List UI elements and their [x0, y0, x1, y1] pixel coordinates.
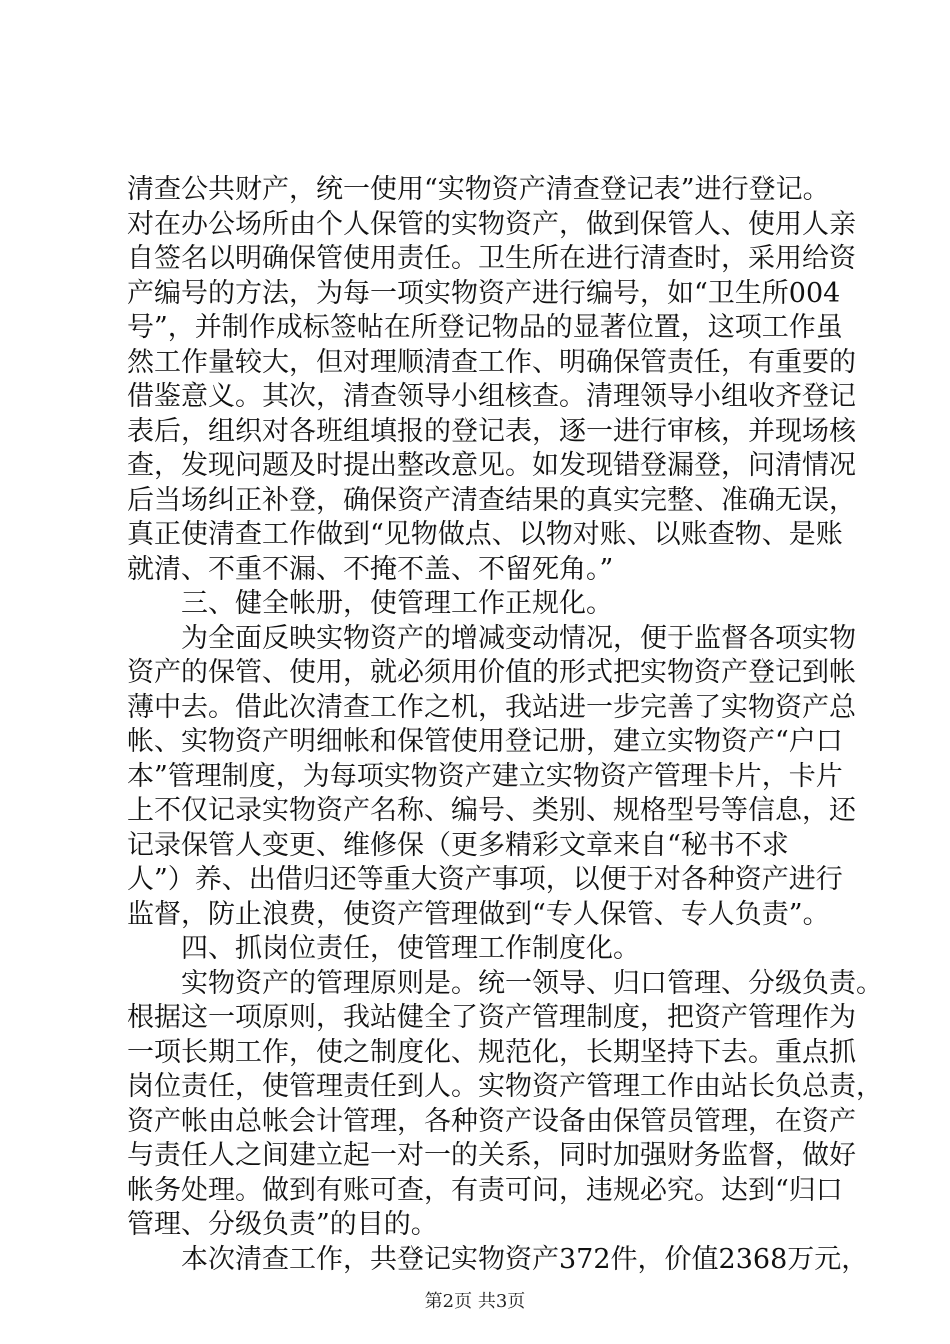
text-line: 薄中去。借此次清查工作之机，我站进一步完善了实物资产总: [127, 691, 856, 723]
text-line: 产编号的方法，为每一项实物资产进行编号，如“卫生所004: [127, 277, 841, 309]
text-line: 后当场纠正补登，确保资产清查结果的真实完整、准确无误，: [127, 484, 856, 516]
paragraph-first-line: 本次清查工作，共登记实物资产372件，价值2368万元，: [181, 1243, 869, 1275]
text-line: 管理、分级负责”的目的。: [127, 1209, 438, 1240]
text-line: 岗位责任，使管理责任到人。实物资产管理工作由站长负总责，: [127, 1071, 883, 1102]
text-line: 清查公共财产，统一使用“实物资产清查登记表”进行登记。: [127, 174, 830, 205]
text-line: 资产帐由总帐会计管理，各种资产设备由保管员管理，在资产: [127, 1105, 856, 1137]
text-line: 根据这一项原则，我站健全了资产管理制度，把资产管理作为: [127, 1002, 856, 1033]
paragraph-first-line: 实物资产的管理原则是。统一领导、归口管理、分级负责。: [181, 967, 883, 999]
text-line: 本”管理制度，为每项实物资产建立实物资产管理卡片，卡片: [127, 760, 843, 792]
text-line: 监督，防止浪费，使资产管理做到“专人保管、专人负责”。: [127, 898, 830, 930]
document-body: [127, 173, 883, 1277]
text-line: 上不仅记录实物资产名称、编号、类别、规格型号等信息，还: [127, 795, 856, 826]
text-line: 一项长期工作，使之制度化、规范化，长期坚持下去。重点抓: [127, 1036, 856, 1068]
text-line: 号”，并制作成标签帖在所登记物品的显著位置，这项工作虽: [127, 312, 843, 343]
text-line: 真正使清查工作做到“见物做点、以物对账、以账查物、是账: [127, 519, 843, 550]
text-line: 表后，组织对各班组填报的登记表，逐一进行审核，并现场核: [127, 415, 856, 447]
text-line: 人”）养、出借归还等重大资产事项，以便于对各种资产进行: [127, 864, 843, 895]
text-line: 与责任人之间建立起一对一的关系，同时加强财务监督，做好: [127, 1140, 856, 1171]
text-line: 对在办公场所由个人保管的实物资产，做到保管人、使用人亲: [127, 208, 856, 240]
text-line: 然工作量较大，但对理顺清查工作、明确保管责任，有重要的: [127, 346, 856, 378]
section-heading: 三、健全帐册，使管理工作正规化。: [181, 588, 613, 619]
paragraph-first-line: 为全面反映实物资产的增减变动情况，便于监督各项实物: [181, 622, 856, 654]
text-line: 资产的保管、使用，就必须用价值的形式把实物资产登记到帐: [127, 657, 856, 688]
page-number-footer: 第2页 共3页: [424, 1291, 526, 1312]
text-line: 查，发现问题及时提出整改意见。如发现错登漏登，问清情况: [127, 450, 856, 481]
section-heading: 四、抓岗位责任，使管理工作制度化。: [181, 933, 640, 964]
text-line: 帐、实物资产明细帐和保管使用登记册，建立实物资产“户口: [127, 726, 843, 757]
text-line: 借鉴意义。其次，清查领导小组核查。清理领导小组收齐登记: [127, 381, 856, 412]
text-line: 记录保管人变更、维修保（更多精彩文章来自“秘书不求: [127, 829, 789, 861]
text-line: 自签名以明确保管使用责任。卫生所在进行清查时，采用给资: [127, 243, 856, 274]
text-line: 帐务处理。做到有账可查，有责可问，违规必究。达到“归口: [127, 1174, 843, 1206]
text-line: 就清、不重不漏、不掩不盖、不留死角。”: [127, 553, 614, 585]
